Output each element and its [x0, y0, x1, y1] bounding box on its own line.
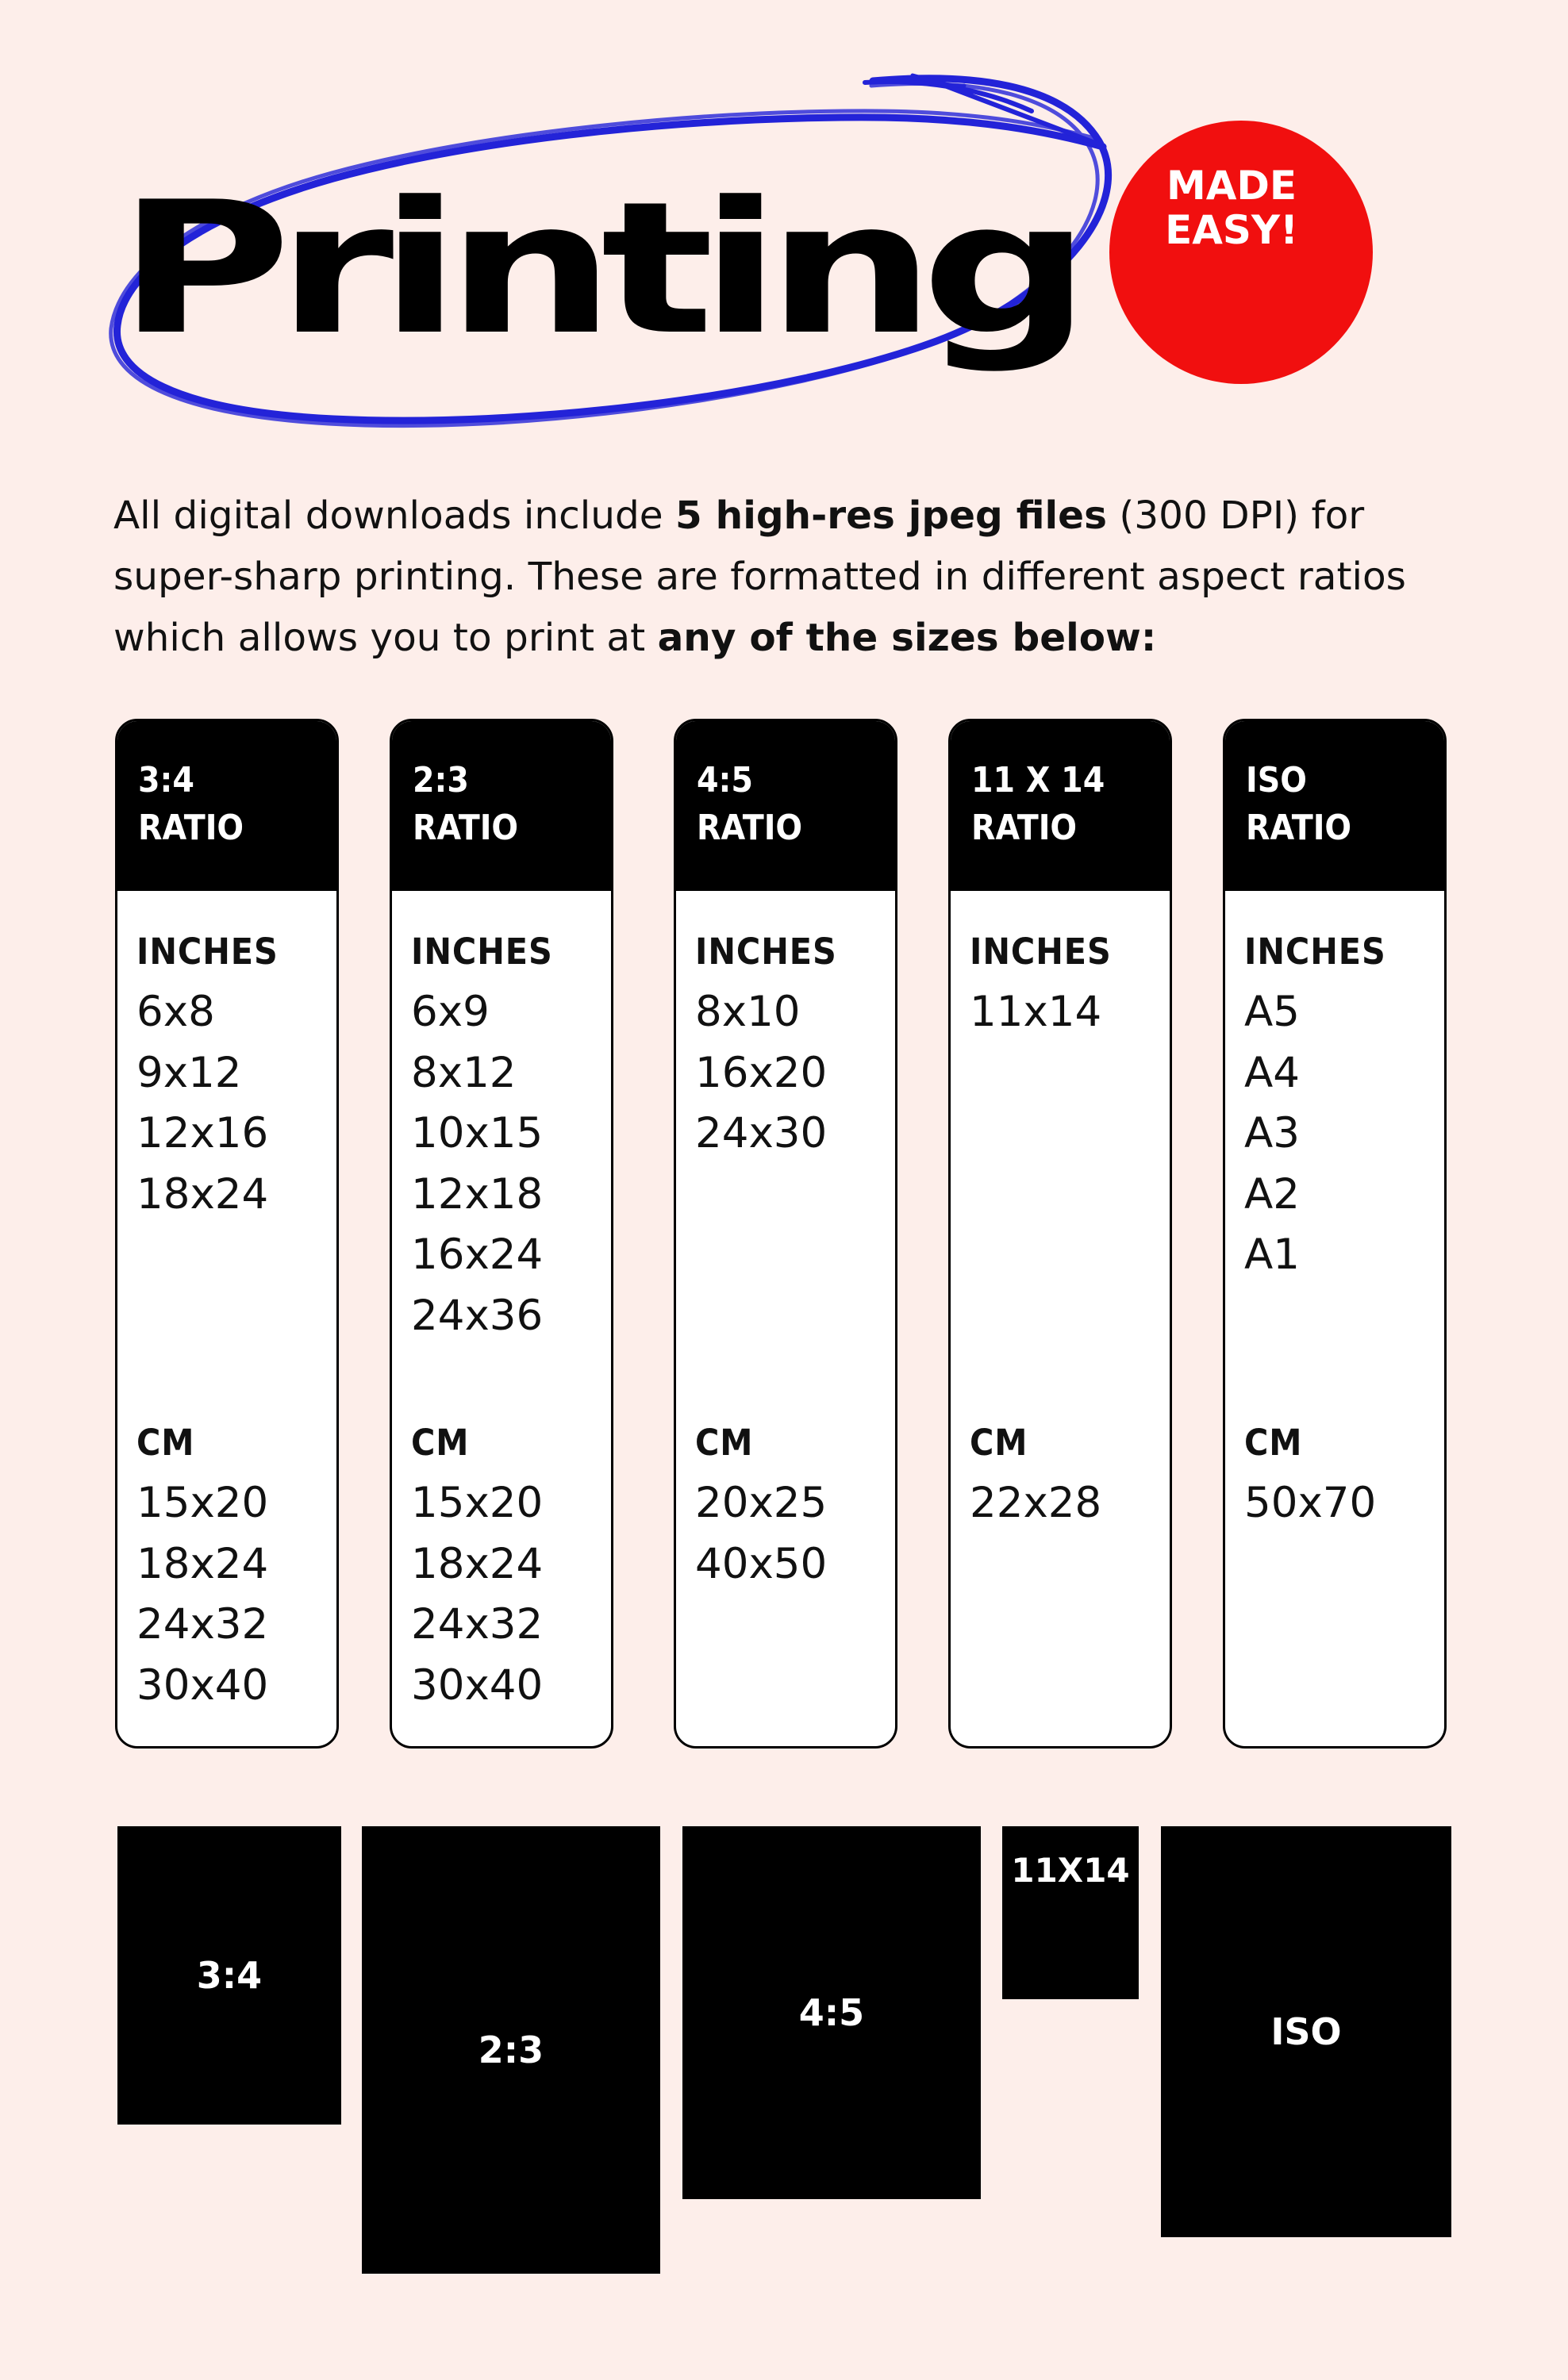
cm-section [136, 1413, 268, 1716]
cm-heading: CM [1244, 1422, 1303, 1464]
inches-heading: INCHES [136, 931, 279, 973]
size-value: A4 [1244, 1048, 1300, 1097]
size-value: 9x12 [136, 1048, 242, 1097]
intro-text-1: All digital downloads include [113, 493, 676, 538]
size-value: 40x50 [695, 1539, 828, 1588]
ratio-card-header [392, 721, 611, 891]
ratio-card [115, 719, 339, 1749]
size-value: 12x18 [411, 1169, 544, 1219]
ratio-card-header [117, 721, 336, 891]
size-value: 15x20 [411, 1479, 544, 1527]
cm-section [411, 1413, 543, 1716]
ratio-suffix: RATIO [971, 808, 1078, 848]
ratio-suffix: RATIO [1246, 808, 1352, 848]
ratio-card [1223, 719, 1447, 1749]
ratio-suffix: RATIO [413, 808, 519, 848]
ratio-shape [117, 1826, 341, 2125]
size-value: 8x10 [695, 988, 801, 1036]
size-value: 12x16 [136, 1109, 269, 1157]
ratio-label: 2:3 [413, 760, 469, 800]
ratio-shape-label: ISO [1270, 2010, 1342, 2053]
ratio-card-header [1225, 721, 1444, 891]
size-value: A5 [1244, 988, 1300, 1036]
intro-bold-2: any of the sizes below: [657, 616, 1157, 660]
ratio-label: ISO [1246, 760, 1307, 800]
ratio-card-header [951, 721, 1170, 891]
inches-section [411, 922, 565, 1346]
size-value: 10x15 [411, 1109, 544, 1157]
size-value: 24x32 [136, 1600, 269, 1649]
made-easy-badge [1109, 121, 1373, 384]
size-value: A3 [1244, 1109, 1300, 1157]
cm-heading: CM [695, 1422, 754, 1464]
size-value: 18x24 [136, 1539, 269, 1588]
inches-section [970, 922, 1124, 1043]
ratio-card [674, 719, 897, 1749]
ratio-card-header [676, 721, 895, 891]
ratio-suffix: RATIO [697, 808, 803, 848]
size-value: 50x70 [1244, 1479, 1377, 1527]
inches-heading: INCHES [970, 931, 1112, 973]
size-value: 18x24 [411, 1539, 544, 1588]
ratio-suffix: RATIO [138, 808, 244, 848]
hero [0, 0, 1568, 476]
inches-section [136, 922, 290, 1225]
size-value: 11x14 [970, 988, 1102, 1036]
size-value: 16x20 [695, 1048, 828, 1097]
size-value: 18x24 [136, 1169, 269, 1219]
inches-heading: INCHES [1244, 931, 1386, 973]
cm-heading: CM [136, 1422, 195, 1464]
inches-section [1244, 922, 1398, 1286]
size-value: A1 [1244, 1230, 1300, 1279]
ratio-shape-label: 3:4 [196, 1954, 263, 1997]
ratio-shape [362, 1826, 660, 2274]
ratio-shape-label: 4:5 [798, 1991, 865, 2034]
size-value: 24x32 [411, 1600, 544, 1649]
inches-heading: INCHES [411, 931, 553, 973]
ratio-label: 3:4 [138, 760, 194, 800]
intro-bold-1: 5 high-res jpeg files [675, 493, 1107, 538]
size-value: 8x12 [411, 1048, 517, 1097]
ratio-shape [1002, 1826, 1139, 1999]
size-value: 30x40 [136, 1660, 269, 1710]
cm-section [1244, 1413, 1376, 1534]
cm-heading: CM [970, 1422, 1028, 1464]
ratio-shape-label: 2:3 [478, 2029, 544, 2071]
ratio-card [948, 719, 1172, 1749]
size-value: 15x20 [136, 1479, 269, 1527]
ratio-shape-label: 11X14 [1011, 1850, 1130, 1890]
size-value: 6x9 [411, 988, 490, 1036]
size-value: A2 [1244, 1169, 1300, 1219]
ratio-shape [682, 1826, 981, 2199]
page-title: Printing [117, 163, 1077, 375]
size-value: 16x24 [411, 1230, 544, 1279]
ratio-label: 11 X 14 [971, 760, 1105, 800]
cm-heading: CM [411, 1422, 470, 1464]
size-value: 24x36 [411, 1291, 544, 1340]
intro-text-2: (300 DPI) for super-sharp printing. These are formatted in different aspect ratios which allows you to print at [113, 493, 1406, 660]
cm-section [695, 1413, 827, 1595]
ratio-card [390, 719, 613, 1749]
inches-section [695, 922, 849, 1165]
ratio-label: 4:5 [697, 760, 753, 800]
size-value: 30x40 [411, 1660, 544, 1710]
size-value: 24x30 [695, 1109, 828, 1157]
size-value: 22x28 [970, 1479, 1102, 1527]
cm-section [970, 1413, 1101, 1534]
inches-heading: INCHES [695, 931, 837, 973]
intro-paragraph [113, 486, 1478, 669]
badge-text: MADE EASY! [1165, 163, 1298, 253]
size-value: 6x8 [136, 988, 215, 1036]
ratio-shape [1161, 1826, 1451, 2237]
size-value: 20x25 [695, 1479, 828, 1527]
